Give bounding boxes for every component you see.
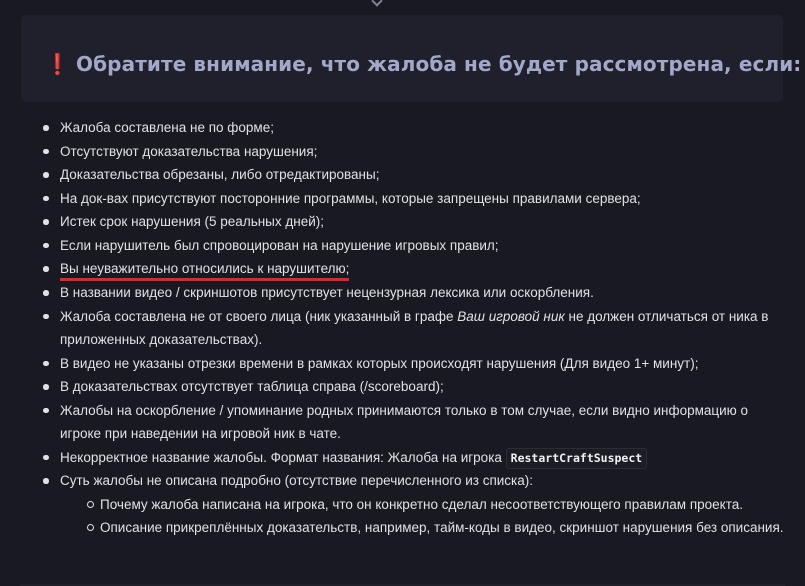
list-item-text: Жалоба составлена не по форме;	[60, 120, 274, 135]
list-item	[0, 375, 805, 399]
list-item-text: На док-вах присутствуют посторонние программы, которые запрещены правилами сервера;	[60, 190, 641, 206]
list-item-text: Некорректное название жалобы. Формат названия: Жалоба на игрока	[60, 449, 506, 465]
list-item-text: В доказательствах отсутствует таблица справа (/scoreboard);	[60, 379, 444, 394]
sub-list-item-text: Почему жалоба написана на игрока, что он конкретно сделал несоответствующего правилам проекта.	[100, 496, 744, 512]
exclamation-icon: ❗	[45, 52, 71, 76]
list-item	[0, 352, 805, 376]
list-item	[0, 281, 805, 305]
sub-list-item	[60, 493, 785, 517]
list-item-text: Жалоба составлена не от своего лица (ник указанный в графе	[60, 308, 458, 324]
list-item-text: В видео не указаны отрезки времени в рамках которых происходят нарушения (Для видео 1+ минут);	[60, 355, 699, 371]
list-item-text: В названии видео / скриншотов присутствует нецензурная лексика или оскорбления.	[60, 285, 594, 300]
list-item-text: не должен отличаться от ника в приложенных доказательствах).	[60, 308, 769, 347]
conditions-list	[0, 116, 805, 540]
sub-list-item-text: Описание прикреплённых доказательств, например, тайм-коды в видео, скриншот нарушения без описания.	[100, 520, 784, 535]
list-item	[0, 446, 805, 470]
notice-title-text: Обратите внимание, что жалоба не будет рассмотрена, если:	[76, 52, 802, 76]
list-item	[0, 140, 805, 164]
list-item	[0, 210, 805, 234]
list-item	[0, 469, 805, 540]
list-item-text: Истек срок нарушения (5 реальных дней);	[60, 214, 325, 229]
emphasized-field-name: Ваш игровой ник	[457, 308, 565, 324]
notice-title	[45, 50, 801, 78]
list-item	[0, 163, 805, 187]
sub-list-item	[60, 516, 785, 540]
title-format-code: RestartCraftSuspect	[506, 448, 648, 469]
list-item	[0, 187, 805, 211]
list-item-text: Доказательства обрезаны, либо отредактированы;	[60, 167, 380, 182]
notice-panel	[21, 15, 802, 102]
list-item	[0, 116, 805, 140]
chevron-down-icon	[371, 0, 382, 7]
red-underlined-text: Вы неуважительно относились к нарушителю;	[60, 260, 349, 281]
list-item-text: Суть жалобы не описана подробно (отсутствие перечисленного из списка):	[60, 473, 534, 488]
list-item-text: Жалобы на оскорбление / упоминание родных принимаются только в том случае, если видно информацию о игроке при наведении на игровой ник в чате.	[60, 402, 749, 441]
list-item	[0, 305, 805, 352]
list-item-text: Если нарушитель был спровоцирован на нарушение игровых правил;	[60, 237, 499, 253]
sub-list	[60, 493, 785, 540]
list-item	[0, 234, 805, 258]
list-item	[0, 399, 805, 446]
list-item-highlighted	[0, 257, 805, 281]
list-item-text: Отсутствуют доказательства нарушения;	[60, 143, 318, 159]
